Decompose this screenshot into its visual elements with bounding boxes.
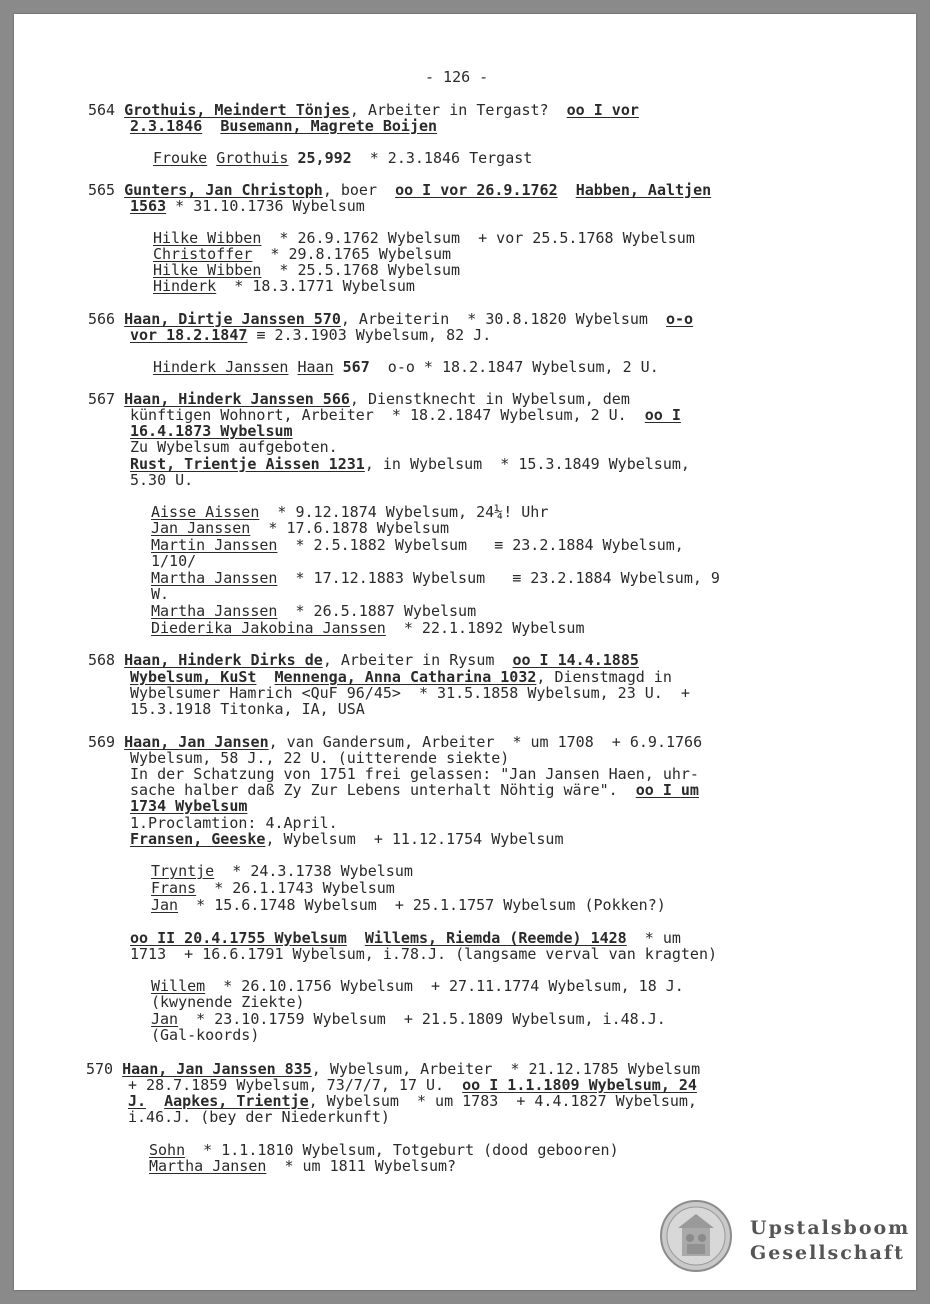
- entry-570-child-1: [149, 1142, 619, 1158]
- entry-567-line-5: [130, 456, 690, 472]
- person-name: Grothuis, Meindert Tönjes: [124, 101, 350, 119]
- entry-565-child-1: [153, 230, 695, 246]
- entry-564-line-1: [88, 102, 639, 118]
- child-details: * 26.10.1756 Wybelsum + 27.11.1774 Wybelsum, 18 J.: [205, 977, 684, 995]
- marriage-place: Wybelsum, KuSt: [130, 668, 257, 686]
- entry-567-child-3: [151, 537, 684, 553]
- child-name: Martha Jansen: [149, 1157, 267, 1175]
- entry-569-child-4-cont: (kwynende Ziekte): [151, 993, 305, 1011]
- child-details: * 1.1.1810 Wybelsum, Totgeburt (dood gebooren): [185, 1141, 619, 1159]
- entry-568-line-2: [130, 669, 672, 685]
- entry-569-child-5-cont: (Gal-koords): [151, 1026, 260, 1044]
- entry-number: 565: [88, 181, 116, 199]
- seal-icon: [660, 1200, 732, 1272]
- child-name: Jan: [151, 896, 179, 914]
- entry-569-second-marriage: [130, 930, 681, 946]
- entry-569-line-2: Wybelsum, 58 J., 22 U. (uitterende siekte): [130, 749, 510, 767]
- entry-text: * 31.10.1736 Wybelsum: [166, 197, 365, 215]
- entry-number: 568: [88, 651, 116, 669]
- spouse-name: Mennenga, Anna Catharina 1032: [274, 668, 537, 686]
- entry-570-line-1: [86, 1061, 700, 1077]
- entry-text: künftigen Wohnort, Arbeiter * 18.2.1847 Wybelsum, 2 U.: [130, 406, 645, 424]
- marriage-date: 2.3.1846: [130, 117, 203, 135]
- child-name: Martha Janssen: [151, 602, 278, 620]
- entry-number: 569: [88, 733, 116, 751]
- entry-567-child-2: [151, 520, 449, 536]
- marriage-record: oo I 1.1.1809 Wybelsum, 24: [462, 1076, 697, 1094]
- person-name: Haan, Jan Janssen 835: [122, 1060, 312, 1078]
- entry-569-line-7: [130, 831, 563, 847]
- entry-number: 570: [86, 1060, 114, 1078]
- entry-569-line-4: [130, 782, 699, 798]
- entry-number: 564: [88, 101, 116, 119]
- child-details: * 26.5.1887 Wybelsum: [277, 602, 477, 620]
- entry-569-child-3: [151, 897, 666, 913]
- entry-text: , boer: [322, 181, 396, 199]
- child-details: * 23.10.1759 Wybelsum + 21.5.1809 Wybelsum, i.48.J.: [178, 1010, 666, 1028]
- entry-567-child-4: [151, 570, 720, 586]
- child-name: Martha Janssen: [151, 569, 278, 587]
- marriage-record: oo I vor 26.9.1762: [395, 181, 558, 199]
- spouse-name: Habben, Aaltjen: [575, 181, 712, 199]
- child-details: * 2.3.1846 Tergast: [351, 149, 533, 167]
- entry-566-line-2: [130, 327, 491, 343]
- entry-564-line-2: [130, 118, 437, 134]
- child-surname: Grothuis: [216, 149, 289, 167]
- child-name: Jan: [151, 1010, 179, 1028]
- person-name: Haan, Jan Jansen: [124, 733, 269, 751]
- marriage-record: oo I um: [635, 781, 699, 799]
- entry-567-line-4: Zu Wybelsum aufgeboten.: [130, 438, 338, 456]
- entry-566-child-1: [153, 359, 659, 375]
- entry-568-line-3: Wybelsumer Hamrich <QuF 96/45> * 31.5.1858 Wybelsum, 23 U. +: [130, 684, 690, 702]
- entry-text: , Wybelsum + 11.12.1754 Wybelsum: [265, 830, 564, 848]
- marriage-date: 1734 Wybelsum: [130, 797, 248, 815]
- entry-text: , Arbeiter in Rysum: [322, 651, 513, 669]
- entry-567-line-6: 5.30 U.: [130, 471, 194, 489]
- entry-567-child-4-cont: W.: [151, 585, 170, 603]
- child-name: Hilke Wibben: [153, 229, 262, 247]
- entry-569-line-9: 1713 + 16.6.1791 Wybelsum, i.78.J. (langsame verval van kragten): [130, 945, 717, 963]
- entry-566-line-1: [88, 311, 693, 327]
- spouse-name: Rust, Trientje Aissen 1231: [130, 455, 365, 473]
- marriage-record: oo I 14.4.1885: [512, 651, 639, 669]
- person-name: Haan, Hinderk Janssen 566: [124, 390, 350, 408]
- child-name: Frans: [151, 879, 197, 897]
- entry-text: , in Wybelsum * 15.3.1849 Wybelsum,: [364, 455, 690, 473]
- child-details: * 17.12.1883 Wybelsum ≡ 23.2.1884 Wybelsum, 9: [277, 569, 720, 587]
- spouse-name: Fransen, Geeske: [130, 830, 266, 848]
- entry-567-child-5: [151, 603, 476, 619]
- entry-567-child-1: [151, 504, 548, 520]
- entry-569-child-1: [151, 863, 413, 879]
- child-name: Christoffer: [153, 245, 253, 263]
- spouse-name: Aapkes, Trientje: [164, 1092, 309, 1110]
- entry-text: , Dienstknecht in Wybelsum, dem: [349, 390, 630, 408]
- entry-text: , Arbeiterin * 30.8.1820 Wybelsum: [340, 310, 666, 328]
- entry-567-line-2: [130, 407, 681, 423]
- child-details: * 17.6.1878 Wybelsum: [250, 519, 450, 537]
- entry-570-line-3: [128, 1093, 697, 1109]
- entry-570-line-4: i.46.J. (bey der Niederkunft): [128, 1108, 390, 1126]
- child-name: Willem: [151, 977, 206, 995]
- entry-text: , van Gandersum, Arbeiter * um 1708 + 6.9.1766: [268, 733, 703, 751]
- entry-570-line-2: [128, 1077, 697, 1093]
- entry-text: * um: [626, 929, 681, 947]
- entry-565-line-2: [130, 198, 365, 214]
- child-id: 25,992: [297, 149, 352, 167]
- child-details: * 26.1.1743 Wybelsum: [196, 879, 395, 897]
- marriage-record: o-o: [665, 310, 694, 328]
- entry-569-child-4: [151, 978, 684, 994]
- marriage-record-cont: J.: [128, 1092, 147, 1110]
- entry-567-child-3-cont: 1/10/: [151, 552, 197, 570]
- entry-569-line-6: 1.Proclamtion: 4.April.: [130, 814, 338, 832]
- logo-text-line-1: Upstalsboom: [750, 1217, 911, 1239]
- child-name: Diederika Jakobina Janssen: [151, 619, 386, 637]
- entry-569-line-3: In der Schatzung von 1751 frei gelassen: "Jan Jansen Haen, uhr-: [130, 765, 699, 783]
- entry-568-line-4: 15.3.1918 Titonka, IA, USA: [130, 700, 365, 718]
- child-name: Tryntje: [151, 862, 215, 880]
- entry-565-child-2: [153, 246, 451, 262]
- entry-text: , Wybelsum, Arbeiter * 21.12.1785 Wybelsum: [311, 1060, 701, 1078]
- logo-text-line-2: Gesellschaft: [750, 1242, 905, 1264]
- child-details: * 22.1.1892 Wybelsum: [385, 619, 585, 637]
- entry-text: , Arbeiter in Tergast?: [349, 101, 567, 119]
- child-name: Sohn: [149, 1141, 186, 1159]
- child-details: * 25.5.1768 Wybelsum: [261, 261, 461, 279]
- child-details: * 15.6.1748 Wybelsum + 25.1.1757 Wybelsum (Pokken?): [178, 896, 666, 914]
- child-name: Hilke Wibben: [153, 261, 262, 279]
- entry-number: 566: [88, 310, 116, 328]
- child-first-name: Frouke: [153, 149, 208, 167]
- marriage-record: oo I vor: [566, 101, 639, 119]
- child-details: * 26.9.1762 Wybelsum + vor 25.5.1768 Wybelsum: [261, 229, 695, 247]
- marriage-record: oo II 20.4.1755 Wybelsum: [130, 929, 347, 947]
- entry-570-child-2: [149, 1158, 456, 1174]
- child-details: o-o * 18.2.1847 Wybelsum, 2 U.: [369, 358, 659, 376]
- entry-text: sache halber daß Zy Zur Lebens unterhalt Nöhtig wäre".: [130, 781, 636, 799]
- person-name: Gunters, Jan Christoph: [124, 181, 323, 199]
- entry-565-line-1: [88, 182, 711, 198]
- entry-567-line-1: [88, 391, 630, 407]
- entry-567-line-3: [130, 423, 293, 439]
- entry-text: , Wybelsum * um 1783 + 4.4.1827 Wybelsum,: [308, 1092, 697, 1110]
- entry-569-child-2: [151, 880, 395, 896]
- marriage-date: 16.4.1873 Wybelsum: [130, 422, 293, 440]
- child-details: * 9.12.1874 Wybelsum, 24¼! Uhr: [259, 503, 549, 521]
- person-name: Haan, Hinderk Dirks de: [124, 651, 323, 669]
- entry-564-child-1: [153, 150, 532, 166]
- entry-565-child-3: [153, 262, 460, 278]
- entry-569-child-5: [151, 1011, 666, 1027]
- person-name: Haan, Dirtje Janssen 570: [124, 310, 341, 328]
- child-name: Hinderk: [153, 277, 217, 295]
- entry-text: + 28.7.1859 Wybelsum, 73/7/7, 17 U.: [128, 1076, 463, 1094]
- entry-568-line-1: [88, 652, 639, 668]
- marriage-date: vor 18.2.1847: [130, 326, 248, 344]
- child-details: * 18.3.1771 Wybelsum: [216, 277, 415, 295]
- child-surname: Haan: [297, 358, 334, 376]
- child-name: Hinderk Janssen: [153, 358, 289, 376]
- child-details: * 24.3.1738 Wybelsum: [214, 862, 413, 880]
- child-name: Jan Janssen: [151, 519, 251, 537]
- child-details: * um 1811 Wybelsum?: [266, 1157, 457, 1175]
- page-number: - 126 -: [425, 68, 489, 86]
- entry-565-child-4: [153, 278, 415, 294]
- child-id: 567: [342, 358, 370, 376]
- spouse-name: Busemann, Magrete Boijen: [220, 117, 438, 135]
- child-name: Aisse Aissen: [151, 503, 260, 521]
- spouse-name: Willems, Riemda (Reemde) 1428: [364, 929, 627, 947]
- entry-number: 567: [88, 390, 116, 408]
- entry-569-line-5: [130, 798, 247, 814]
- child-details: * 29.8.1765 Wybelsum: [252, 245, 452, 263]
- child-details: * 2.5.1882 Wybelsum ≡ 23.2.1884 Wybelsum,: [277, 536, 684, 554]
- spouse-id: 1563: [130, 197, 167, 215]
- entry-text: ≡ 2.3.1903 Wybelsum, 82 J.: [247, 326, 492, 344]
- child-name: Martin Janssen: [151, 536, 278, 554]
- entry-567-child-6: [151, 620, 585, 636]
- entry-text: , Dienstmagd in: [536, 668, 672, 686]
- entry-569-line-1: [88, 734, 702, 750]
- marriage-record: oo I: [644, 406, 681, 424]
